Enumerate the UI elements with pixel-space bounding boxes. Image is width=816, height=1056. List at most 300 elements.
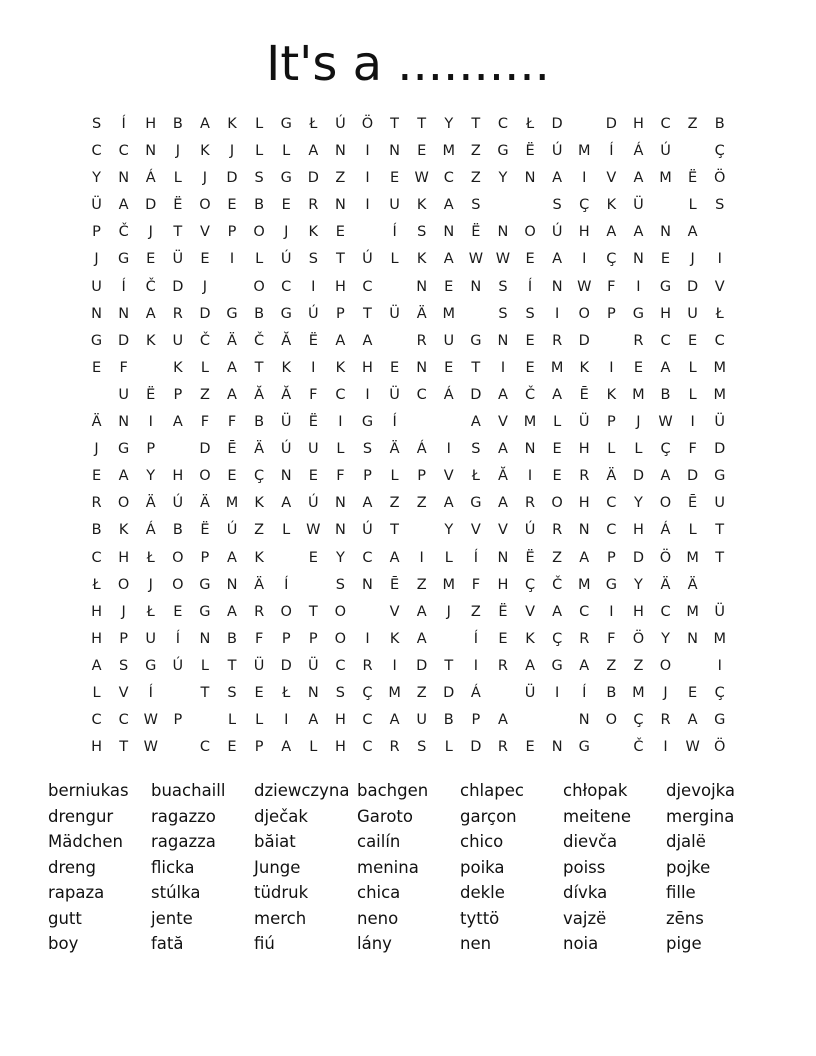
grid-cell: Ü: [253, 657, 265, 674]
grid-cell: S: [227, 684, 237, 701]
word-list-item: garçon: [460, 806, 517, 826]
grid-cell: Ë: [525, 549, 535, 566]
grid-cell: Ł: [146, 603, 155, 620]
grid-cell: E: [227, 468, 237, 485]
word-list-item: Garoto: [357, 806, 413, 826]
grid-cell: G: [145, 657, 157, 674]
grid-cell: B: [227, 630, 237, 647]
grid-cell: Y: [444, 522, 454, 539]
word-list-item: chico: [460, 832, 504, 851]
word-list-item: buachaill: [151, 781, 226, 800]
grid-cell: Y: [633, 495, 643, 512]
grid-cell: J: [202, 170, 208, 187]
grid-cell: Ú: [172, 657, 184, 674]
word-list-item: meitene: [563, 806, 632, 826]
grid-cell: Ë: [525, 143, 535, 160]
grid-cell: C: [118, 143, 129, 160]
grid-cell: F: [607, 630, 616, 647]
grid-cell: E: [308, 549, 318, 566]
grid-cell: A: [497, 495, 508, 512]
word-list-item: cailín: [357, 832, 401, 851]
grid-cell: K: [335, 359, 346, 376]
grid-cell: C: [416, 386, 427, 403]
grid-cell: A: [552, 170, 563, 187]
grid-row: [83, 436, 733, 463]
grid-cell: U: [687, 305, 698, 322]
grid-cell: L: [282, 143, 291, 160]
grid-cell: A: [118, 197, 129, 214]
grid-cell: G: [470, 332, 482, 349]
grid-cell: O: [551, 495, 563, 512]
grid-cell: Y: [335, 549, 345, 566]
grid-cell: [164, 436, 191, 463]
grid-cell: M: [632, 684, 645, 701]
grid-cell: A: [660, 468, 671, 485]
grid-cell: L: [282, 522, 291, 539]
grid-row: [83, 301, 733, 328]
grid-cell: O: [117, 576, 130, 593]
grid-cell: E: [227, 739, 237, 756]
grid-cell: M: [713, 630, 726, 647]
word-list-item: dievča: [563, 832, 618, 851]
grid-cell: J: [175, 143, 180, 160]
word-list-item: dreng: [48, 857, 96, 877]
grid-cell: I: [392, 657, 397, 674]
grid-cell: Ç: [660, 441, 671, 458]
word-list-item: mergina: [666, 806, 735, 826]
grid-cell: A: [470, 414, 481, 431]
grid-cell: D: [280, 657, 292, 674]
grid-cell: A: [416, 630, 427, 647]
grid-row: [83, 626, 733, 653]
grid-cell: A: [335, 332, 346, 349]
grid-cell: S: [525, 305, 535, 322]
word-list-item: ragazza: [151, 832, 216, 851]
grid-cell: K: [416, 197, 427, 214]
grid-cell: Z: [416, 684, 427, 701]
grid-cell: T: [390, 116, 399, 132]
grid-cell: A: [227, 549, 237, 566]
grid-cell: C: [606, 495, 617, 512]
grid-cell: Č: [633, 739, 644, 756]
grid-cell: N: [91, 305, 102, 322]
grid-cell: Ë: [200, 522, 210, 539]
grid-cell: Á: [145, 522, 156, 539]
grid-cell: [83, 382, 110, 409]
word-list-item: fată: [151, 934, 184, 953]
grid-cell: I: [365, 170, 370, 187]
grid-row: [83, 382, 733, 409]
grid-cell: K: [281, 359, 291, 376]
grid-cell: A: [633, 224, 644, 241]
grid-cell: A: [199, 116, 210, 132]
grid-cell: P: [308, 630, 318, 647]
grid-cell: C: [497, 116, 509, 132]
grid-cell: C: [660, 603, 671, 620]
grid-cell: I: [365, 386, 370, 403]
word-list-item: merch: [254, 908, 307, 928]
grid-cell: Á: [443, 386, 454, 403]
grid-cell: L: [688, 522, 697, 539]
grid-cell: V: [118, 684, 129, 701]
word-list-item: djalë: [666, 832, 706, 851]
grid-cell: Í: [392, 414, 397, 431]
grid-cell: Ä: [389, 441, 400, 458]
grid-cell: Ë: [498, 603, 508, 620]
grid-cell: A: [308, 143, 319, 160]
grid-cell: G: [470, 495, 482, 512]
grid-cell: Í: [527, 278, 533, 295]
grid-cell: M: [442, 576, 456, 593]
grid-cell: C: [660, 332, 671, 349]
grid-cell: Í: [175, 630, 180, 647]
grid-cell: I: [690, 414, 695, 431]
grid-cell: E: [146, 251, 156, 268]
grid-cell: Z: [335, 170, 346, 187]
grid-cell: Ö: [713, 739, 726, 756]
grid-cell: Í: [121, 278, 126, 295]
grid-row: [83, 572, 733, 599]
letter-grid: [83, 111, 733, 761]
grid-cell: Y: [661, 630, 670, 647]
grid-cell: Ö: [632, 630, 645, 647]
grid-cell: Z: [389, 495, 400, 512]
grid-cell: M: [523, 414, 537, 431]
grid-cell: F: [309, 386, 318, 403]
grid-cell: [489, 192, 516, 219]
grid-row: [83, 165, 733, 192]
word-list-item: pige: [666, 934, 702, 953]
grid-cell: Ü: [389, 305, 400, 322]
grid-cell: P: [146, 441, 156, 458]
grid-cell: R: [552, 522, 563, 539]
grid-cell: H: [632, 603, 644, 620]
grid-cell: L: [607, 441, 616, 458]
grid-cell: R: [362, 657, 373, 674]
grid-cell: A: [227, 359, 237, 376]
grid-cell: I: [636, 278, 641, 295]
grid-cell: S: [552, 197, 562, 214]
word-list-item: menina: [357, 857, 419, 877]
grid-cell: C: [714, 332, 725, 349]
grid-cell: S: [119, 657, 129, 674]
grid-cell: [679, 653, 706, 680]
grid-cell: Ł: [715, 305, 724, 322]
grid-cell: A: [362, 495, 373, 512]
grid-cell: F: [119, 359, 128, 376]
grid-cell: C: [91, 143, 102, 160]
grid-cell: A: [579, 657, 590, 674]
grid-cell: U: [172, 332, 184, 349]
grid-cell: [517, 192, 544, 219]
grid-cell: E: [173, 603, 183, 620]
word-list-row: [48, 906, 769, 932]
grid-cell: Ă: [254, 386, 265, 403]
grid-cell: L: [255, 251, 264, 268]
grid-cell: Ă: [281, 332, 292, 349]
grid-cell: T: [444, 657, 454, 674]
grid-cell: Z: [470, 143, 481, 160]
grid-cell: P: [417, 468, 427, 485]
grid-cell: N: [362, 576, 373, 593]
grid-cell: D: [443, 684, 455, 701]
grid-cell: J: [94, 441, 99, 458]
grid-cell: L: [255, 116, 264, 132]
grid-cell: H: [632, 116, 644, 132]
grid-cell: U: [145, 630, 157, 647]
grid-cell: N: [660, 224, 671, 241]
grid-cell: W: [685, 739, 700, 756]
grid-cell: Á: [145, 170, 156, 187]
word-list-item: dječak: [254, 806, 308, 826]
grid-cell: O: [578, 305, 590, 322]
grid-cell: Ë: [173, 197, 183, 214]
grid-cell: A: [606, 224, 617, 241]
grid-cell: Ç: [579, 197, 590, 214]
word-list-item: lány: [357, 934, 392, 953]
grid-cell: G: [361, 414, 374, 431]
grid-cell: G: [551, 657, 563, 674]
grid-cell: N: [389, 143, 400, 160]
grid-cell: A: [687, 224, 698, 241]
word-list-item: băiat: [254, 832, 296, 851]
grid-cell: S: [417, 739, 427, 756]
grid-cell: W: [414, 170, 429, 187]
grid-cell: A: [552, 251, 563, 268]
grid-cell: R: [525, 495, 536, 512]
grid-cell: C: [362, 278, 373, 295]
grid-cell: P: [281, 630, 291, 647]
grid-cell: S: [498, 278, 508, 295]
grid-cell: Ú: [362, 522, 373, 539]
grid-row: [83, 246, 733, 273]
grid-cell: Č: [552, 576, 563, 593]
grid-cell: H: [578, 441, 590, 458]
grid-cell: Ü: [389, 386, 400, 403]
word-list-item: boy: [48, 934, 79, 953]
grid-cell: C: [281, 278, 292, 295]
grid-cell: A: [552, 603, 563, 620]
grid-cell: F: [688, 441, 697, 458]
grid-cell: B: [254, 414, 265, 431]
grid-cell: E: [552, 468, 562, 485]
grid-cell: Ē: [688, 495, 698, 512]
grid-cell: E: [91, 359, 102, 376]
grid-cell: A: [145, 305, 156, 322]
grid-cell: I: [717, 251, 722, 268]
grid-cell: H: [91, 630, 102, 647]
grid-cell: Í: [121, 116, 126, 132]
grid-cell: E: [525, 332, 535, 349]
grid-cell: Ë: [688, 170, 698, 187]
grid-cell: Ç: [633, 712, 644, 729]
grid-cell: N: [578, 522, 590, 539]
grid-cell: J: [663, 684, 668, 701]
grid-row: [83, 517, 733, 544]
grid-cell: [435, 626, 462, 653]
word-list-row: [48, 778, 769, 804]
grid-cell: A: [227, 386, 237, 403]
grid-cell: D: [687, 278, 699, 295]
word-list-item: neno: [357, 908, 399, 928]
grid-cell: M: [577, 143, 591, 160]
grid-cell: L: [688, 197, 697, 214]
grid-cell: A: [281, 495, 292, 512]
grid-cell: E: [444, 359, 454, 376]
grid-cell: Ü: [91, 197, 102, 214]
grid-cell: E: [389, 359, 400, 376]
grid-cell: H: [334, 712, 346, 729]
grid-cell: I: [311, 278, 316, 295]
grid-cell: O: [117, 495, 130, 512]
grid-cell: Ł: [282, 684, 291, 701]
grid-cell: A: [389, 549, 400, 566]
grid-cell: Č: [118, 224, 129, 241]
grid-cell: U: [118, 386, 129, 403]
word-list-item: chlapec: [460, 781, 524, 800]
grid-cell: P: [363, 468, 372, 485]
grid-cell: L: [688, 386, 697, 403]
grid-cell: Ú: [280, 441, 292, 458]
grid-cell: N: [524, 441, 536, 458]
grid-cell: [273, 545, 300, 572]
grid-cell: Y: [92, 170, 101, 187]
grid-cell: S: [498, 305, 508, 322]
grid-cell: L: [444, 549, 453, 566]
grid-cell: Ü: [172, 251, 184, 268]
grid-cell: N: [687, 630, 699, 647]
grid-cell: [571, 111, 598, 138]
grid-cell: W: [143, 712, 158, 729]
word-list-row: [48, 931, 769, 957]
grid-cell: R: [660, 712, 671, 729]
grid-cell: I: [473, 657, 478, 674]
grid-cell: Ä: [199, 495, 210, 512]
grid-cell: T: [390, 522, 399, 539]
grid-cell: G: [226, 305, 238, 322]
grid-cell: C: [579, 603, 590, 620]
grid-cell: I: [311, 359, 316, 376]
grid-cell: A: [362, 332, 373, 349]
grid-cell: O: [334, 630, 347, 647]
grid-cell: [218, 274, 245, 301]
grid-cell: T: [335, 251, 345, 268]
word-list-row: [48, 829, 769, 855]
grid-cell: J: [148, 576, 153, 593]
word-list-item: gutt: [48, 908, 82, 928]
grid-cell: J: [690, 251, 695, 268]
grid-cell: Z: [416, 576, 427, 593]
word-list-row: [48, 880, 769, 906]
grid-cell: N: [118, 305, 130, 322]
grid-cell: Ä: [254, 441, 265, 458]
grid-cell: S: [335, 684, 345, 701]
grid-cell: M: [686, 549, 699, 566]
grid-cell: N: [443, 224, 455, 241]
grid-cell: P: [173, 386, 183, 403]
grid-cell: I: [365, 143, 370, 160]
grid-cell: L: [634, 441, 643, 458]
grid-cell: A: [660, 359, 671, 376]
grid-cell: [381, 274, 408, 301]
grid-cell: [679, 138, 706, 165]
grid-cell: [652, 192, 679, 219]
word-list-item: tüdruk: [254, 883, 309, 902]
grid-cell: C: [335, 386, 346, 403]
grid-cell: Ö: [361, 116, 374, 132]
grid-cell: E: [281, 197, 291, 214]
grid-cell: Á: [633, 143, 644, 160]
word-list-item: poiss: [563, 857, 606, 877]
grid-cell: T: [715, 549, 725, 566]
grid-cell: O: [334, 603, 347, 620]
grid-cell: Ë: [308, 414, 318, 431]
grid-cell: Ç: [254, 468, 265, 485]
grid-cell: I: [500, 359, 506, 376]
grid-cell: A: [687, 712, 698, 729]
grid-cell: L: [200, 359, 209, 376]
grid-cell: A: [497, 386, 508, 403]
grid-cell: N: [470, 278, 482, 295]
grid-cell: J: [202, 278, 208, 295]
grid-cell: A: [497, 712, 508, 729]
grid-cell: Á: [470, 684, 481, 701]
grid-cell: Ä: [416, 305, 427, 322]
grid-cell: L: [92, 684, 101, 701]
grid-cell: Ē: [389, 576, 400, 593]
grid-cell: K: [254, 495, 264, 512]
grid-cell: A: [552, 386, 563, 403]
grid-cell: J: [284, 224, 289, 241]
grid-cell: P: [200, 549, 210, 566]
grid-cell: N: [118, 414, 130, 431]
grid-cell: I: [609, 603, 614, 620]
grid-cell: V: [606, 170, 617, 187]
grid-cell: K: [145, 332, 156, 349]
grid-cell: N: [307, 684, 319, 701]
grid-cell: U: [714, 495, 726, 512]
grid-cell: Ú: [307, 305, 319, 322]
grid-cell: R: [172, 305, 183, 322]
grid-cell: T: [363, 305, 372, 322]
grid-cell: G: [199, 576, 211, 593]
grid-cell: [598, 328, 625, 355]
grid-cell: R: [254, 603, 265, 620]
grid-cell: S: [362, 441, 373, 458]
grid-cell: H: [632, 522, 644, 539]
word-list-item: rapaza: [48, 883, 105, 902]
grid-cell: U: [443, 332, 455, 349]
grid-cell: N: [497, 224, 509, 241]
grid-cell: B: [254, 305, 265, 322]
grid-row: [83, 111, 733, 138]
grid-cell: T: [417, 116, 427, 132]
grid-cell: Í: [473, 549, 478, 566]
grid-cell: T: [119, 739, 129, 756]
grid-cell: F: [471, 576, 481, 593]
grid-cell: I: [365, 630, 370, 647]
grid-cell: K: [579, 359, 589, 376]
grid-cell: [544, 707, 571, 734]
word-list-item: pojke: [666, 857, 711, 877]
grid-cell: R: [497, 739, 508, 756]
grid-cell: B: [172, 522, 183, 539]
grid-cell: M: [442, 143, 456, 160]
grid-row: [83, 138, 733, 165]
grid-cell: I: [446, 441, 451, 458]
grid-cell: D: [416, 657, 428, 674]
grid-cell: E: [525, 251, 535, 268]
